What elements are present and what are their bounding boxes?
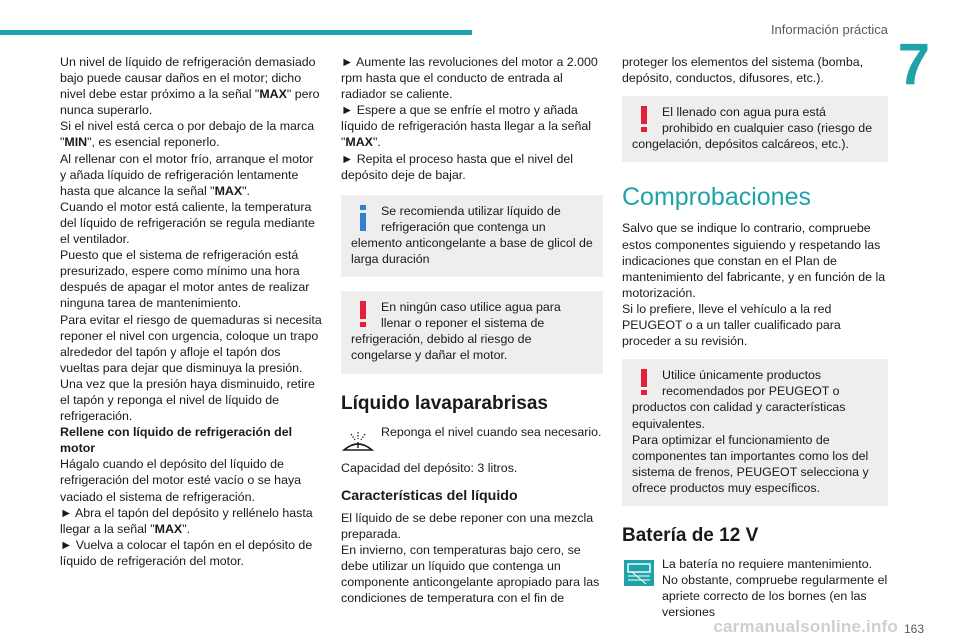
warning-note-box-water (622, 96, 888, 162)
checks-dealer-text: Si lo prefiere, lleve el vehículo a la red PEUGEOT o a un taller cualificado para proceder a su revisión. (622, 301, 841, 349)
coolant-step-repeat: ► Repita el proceso hasta que el nivel del depósito deje de bajar. (341, 151, 573, 182)
coolant-step-wait-cool: ► Espere a que se enfríe el motro y añada líquido de refrigeración hasta llegar a la señal "MAX". (341, 103, 592, 150)
warning-note-text: En ningún caso utilice agua para llenar o reponer el sistema de refrigeración, debido al riesgo de congelarse y dañar el motor. (351, 300, 561, 363)
coolant-step-open-cap: ► Abra el tapón del depósito y rellénelo hasta llegar a la señal "MAX". (60, 505, 313, 536)
fluid-mix-text: El líquido de se debe reponer con una mezcla preparada. (341, 510, 594, 541)
coolant-step-replace-cap: ► Vuelva a colocar el tapón en el depósito de líquido de refrigeración del motor. (60, 537, 313, 568)
washer-icon-row (341, 424, 603, 456)
washer-refill-text: Reponga el nivel cuando sea necesario. (381, 424, 602, 439)
warning-icon (632, 104, 656, 134)
column-1 (60, 54, 322, 569)
coolant-hot-text: Cuando el motor está caliente, la temperatura del líquido de refrigeración se regula mediante el ventilador. (60, 199, 315, 247)
info-note-text: Se recomienda utilizar líquido de refrigeración que contenga un elemento anticongelante a base de glicol de larga duración (351, 203, 593, 267)
warning-water-text: El llenado con agua pura está prohibido en cualquier caso (riesgo de congelación, depósitos calcáreos, etc.). (632, 105, 873, 152)
column-3 (622, 54, 888, 620)
checks-heading: Comprobaciones (622, 183, 811, 212)
coolant-pressure-text: Puesto que el sistema de refrigeración está presurizado, espere como mínimo una hora después de apagar el motor antes de realizar ninguna tarea de mantenimiento. (60, 248, 310, 311)
battery-row (622, 556, 888, 620)
coolant-low-warning-text: Un nivel de líquido de refrigeración demasiado bajo puede causar daños en el motor; dicho nivel debe estar próximo a la señal "MAX" pero nunca superarlo. (60, 55, 320, 118)
chapter-number: 7 (897, 32, 930, 97)
warning-products-text: Utilice únicamente productos recomendados por PEUGEOT o productos con calidad y características equivalentes. (632, 368, 846, 431)
section-title: Información práctica (770, 22, 888, 37)
info-note-box (341, 195, 603, 277)
warning-brakes-text: Para optimizar el funcionamiento de componentes tan importantes como los del sistema de frenos, PEUGEOT selecciona y ofrece productos muy específicos. (632, 432, 869, 495)
battery-heading: Batería de 12 V (622, 524, 759, 546)
coolant-burn-text: Para evitar el riesgo de quemaduras si necesita reponer el nivel con urgencia, coloque un trapo alrededor del tapón y afloje el tapón dos vueltas para dejar que disminuya la presión. (60, 312, 322, 375)
warning-icon (351, 299, 375, 329)
column-2 (341, 54, 603, 606)
header-accent-bar (0, 30, 472, 35)
warning-note-box (341, 291, 603, 373)
protect-elements-text: proteger los elementos del sistema (bomba, depósito, conductos, difusores, etc.). (622, 55, 864, 86)
washer-capacity-text: Capacidad del depósito: 3 litros. (341, 460, 518, 475)
coolant-fill-when-text: Hágalo cuando el depósito del líquido de refrigeración del motor esté vacío o se haya vaciado el sistema de refrigeración. (60, 457, 302, 504)
washer-fluid-heading: Líquido lavaparabrisas (341, 392, 548, 414)
coolant-cold-fill-text: Al rellenar con el motor frío, arranque el motor y añada líquido de refrigeración lentamente hasta que alcance la señal "MAX". (60, 151, 314, 198)
warning-icon (632, 367, 656, 397)
coolant-refill-text: Una vez que la presión haya disminuido, retire el tapón y reponga el nivel de líquido de refrigeración. (60, 376, 315, 424)
watermark: carmanualsonline.info (713, 617, 898, 636)
page-number: 163 (903, 622, 924, 636)
warning-note-box-products (622, 359, 888, 506)
battery-maintenance-text: La batería no requiere mantenimiento. No obstante, compruebe regularmente el apriete correcto de los bornes (en las versiones (662, 556, 888, 620)
checks-intro-text: Salvo que se indique lo contrario, compruebe estos componentes siguiendo y respetando las indicaciones que constan en el Plan de mantenimiento del fabricante, y en función de la motorización. (622, 221, 886, 300)
windscreen-washer-icon (341, 424, 375, 456)
coolant-fill-heading: Rellene con líquido de refrigeración del motor (60, 425, 293, 456)
battery-icon (622, 556, 656, 588)
coolant-min-text: Si el nivel está cerca o por debajo de la marca "MIN", es esencial reponerlo. (60, 119, 315, 150)
coolant-step-rev-engine: ► Aumente las revoluciones del motor a 2.000 rpm hasta que el conducto de entrada al radiador se caliente. (341, 55, 598, 102)
info-icon (351, 203, 375, 233)
fluid-winter-text: En invierno, con temperaturas bajo cero, se debe utilizar un líquido que contenga un componente anticongelante apropiado para las condiciones de temperatura con el fin de (341, 542, 600, 606)
fluid-characteristics-heading: Características del líquido (341, 487, 518, 504)
